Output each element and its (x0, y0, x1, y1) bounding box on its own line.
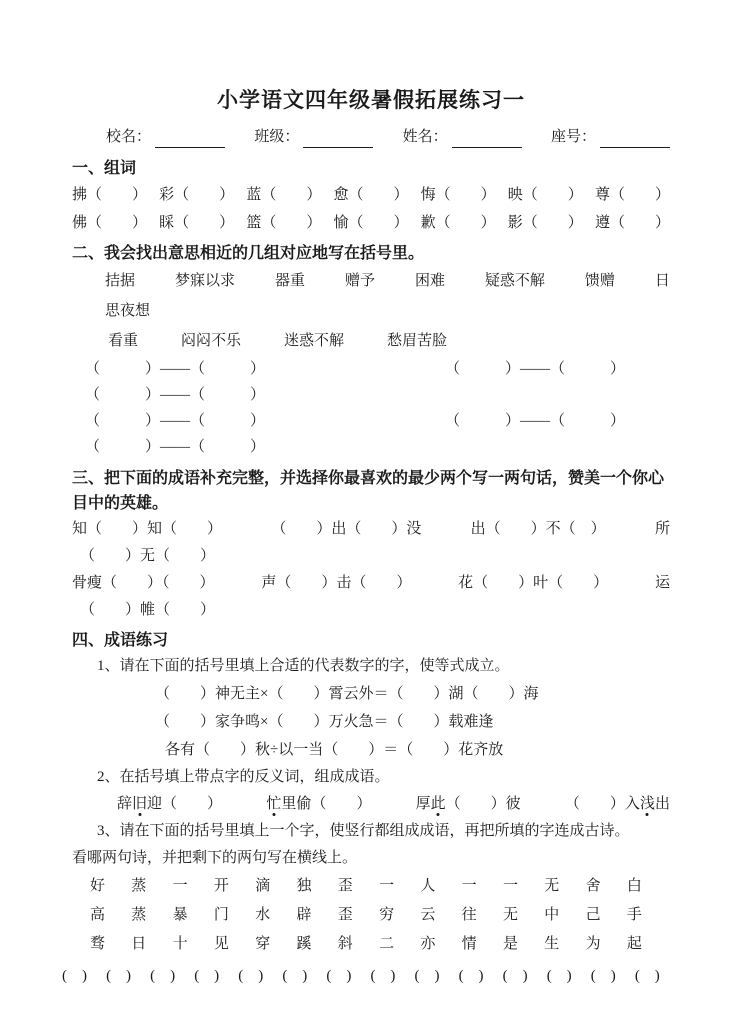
grid-char: 起 (626, 936, 642, 952)
class-field (254, 126, 373, 148)
word-formation-cell: 篮（ ） (246, 215, 322, 231)
section-4-heading: 四、成语练习 (72, 632, 169, 649)
bracket-cell: ( ) (590, 968, 616, 984)
synonym-bracket-row-4 (72, 434, 670, 460)
word-item: 看重 (108, 333, 139, 349)
grid-char: 一 (461, 878, 477, 894)
question-1-text: 1、请在下面的括号里填上合适的代表数字的字，使等式成立。 (97, 658, 510, 674)
seat-number-field (551, 126, 670, 148)
section-3-heading-line-2: 目中的英雄。 (72, 495, 169, 512)
grid-char: 见 (213, 936, 229, 952)
idiom-fragment: 花（ ）叶（ ） (458, 575, 609, 591)
idiom-equation-2: （ ）家争鸣×（ ）万火急＝（ ）载难逢 (155, 714, 494, 730)
grid-char: 门 (213, 907, 229, 923)
grid-char: 无 (544, 878, 560, 894)
word-formation-cell: 遵（ ） (594, 215, 670, 231)
antonym-item (565, 791, 670, 818)
class-blank-line (303, 131, 373, 148)
grid-char: 中 (544, 907, 560, 923)
page-title: 小学语文四年级暑假拓展练习一 (217, 89, 525, 112)
dotted-char: 旧 (132, 796, 148, 812)
antonym-idiom-line (117, 791, 670, 818)
idiom-fill-line-1 (72, 516, 670, 543)
idiom-equation-1: （ ）神无主×（ ）霄云外＝（ ）湖（ ）海 (155, 686, 539, 702)
word-item: 闷闷不乐 (181, 333, 242, 349)
bracket-cell: ( ) (458, 968, 484, 984)
grid-char: 好 (90, 878, 106, 894)
text-segment: 出 (654, 796, 670, 812)
grid-char: 无 (502, 907, 518, 923)
grid-char: 斜 (337, 936, 353, 952)
dotted-char: 忙 (266, 796, 282, 812)
grid-char: 独 (296, 878, 312, 894)
grid-char: 一 (502, 878, 518, 894)
grid-char: 为 (585, 936, 601, 952)
idiom-fill-line-4: （ ）帷（ ） (80, 602, 216, 618)
bracket-pair: （ ）——（ ） (445, 413, 626, 429)
idiom-grid-row-3 (90, 930, 642, 959)
question-3-text-line-2: 看哪两句诗，并把剩下的两句写在横线上。 (72, 850, 358, 866)
bracket-cell: ( ) (282, 968, 308, 984)
text-segment: （ ）彼 (445, 796, 521, 812)
bracket-cell: ( ) (502, 968, 528, 984)
word-item: 迷惑不解 (284, 333, 345, 349)
word-formation-cell: 映（ ） (507, 187, 583, 203)
grid-char: 往 (461, 907, 477, 923)
grid-char: 骛 (90, 936, 106, 952)
grid-char: 穿 (255, 936, 271, 952)
dotted-char: 此 (430, 796, 446, 812)
student-name-field (403, 126, 522, 148)
grid-char: 暴 (172, 907, 188, 923)
word-formation-cell: 歉（ ） (420, 215, 496, 231)
synonym-bracket-row-3 (72, 408, 670, 434)
grid-char: 辟 (296, 907, 312, 923)
word-formation-cell: 悔（ ） (420, 187, 496, 203)
grid-char: 亦 (420, 936, 436, 952)
word-item: 器重 (274, 273, 305, 289)
seat-number-label: 座号： (550, 129, 596, 145)
word-item: 馈赠 (584, 273, 615, 289)
text-segment: 辞 (117, 796, 133, 812)
bracket-pair: （ ）——（ ） (85, 387, 266, 403)
grid-char: 滴 (255, 878, 271, 894)
grid-char: 二 (379, 936, 395, 952)
idiom-fragment: （ ）出（ ）没 (271, 521, 422, 537)
grid-char: 己 (585, 907, 601, 923)
grid-char: 蹊 (296, 936, 312, 952)
grid-char: 人 (420, 878, 436, 894)
grid-char: 开 (213, 878, 229, 894)
bracket-pair: （ ）——（ ） (445, 361, 626, 377)
word-formation-cell: 拂（ ） (72, 187, 148, 203)
idiom-fragment: 骨瘦（ ）（ ） (72, 575, 215, 591)
grid-char: 舍 (585, 878, 601, 894)
text-segment: 里偷（ ） (281, 796, 372, 812)
text-segment: 厚 (415, 796, 431, 812)
student-name-label: 姓名： (402, 129, 448, 145)
grid-char: 一 (379, 878, 395, 894)
word-item: 愁眉苦脸 (387, 333, 448, 349)
bracket-pair: （ ）——（ ） (85, 361, 266, 377)
word-item: 梦寐以求 (174, 273, 235, 289)
idiom-fragment: 所 (654, 521, 670, 537)
question-3-text-line-1: 3、请在下面的括号里填上一个字，使竖行都组成成语，再把所填的字连成古诗。 (97, 823, 630, 839)
bracket-cell: ( ) (150, 968, 176, 984)
word-item: 赠予 (344, 273, 375, 289)
grid-char: 一 (172, 878, 188, 894)
bracket-cell: ( ) (326, 968, 352, 984)
grid-char: 十 (172, 936, 188, 952)
section-1-heading: 一、组词 (72, 160, 137, 177)
bracket-cell: ( ) (194, 968, 220, 984)
word-formation-row-2 (72, 209, 670, 237)
bracket-pair: （ ）——（ ） (85, 413, 266, 429)
section-3-heading-line-1: 三、把下面的成语补充完整，并选择你最喜欢的最少两个写一两句话，赞美一个你心 (72, 470, 665, 487)
word-formation-cell: 愉（ ） (333, 215, 409, 231)
word-item: 疑惑不解 (484, 273, 545, 289)
class-label: 班级： (254, 129, 300, 145)
word-formation-cell: 睬（ ） (159, 215, 235, 231)
bracket-pair: （ ）——（ ） (85, 439, 266, 455)
grid-char: 穷 (379, 907, 395, 923)
school-name-label: 校名： (106, 129, 152, 145)
synonym-bracket-row-1 (72, 356, 670, 382)
grid-char: 情 (461, 936, 477, 952)
bracket-cell: ( ) (414, 968, 440, 984)
word-formation-row-1 (72, 181, 670, 209)
idiom-equation-3: 各有（ ）秋÷以一当（ ）＝（ ）花齐放 (165, 742, 504, 758)
antonym-item (117, 791, 222, 818)
word-item: 困难 (414, 273, 445, 289)
grid-char: 是 (502, 936, 518, 952)
idiom-fragment: 声（ ）击（ ） (261, 575, 412, 591)
word-formation-cell: 蓝（ ） (246, 187, 322, 203)
grid-char: 白 (626, 878, 642, 894)
dotted-char: 浅 (639, 796, 655, 812)
idiom-fill-line-2: （ ）无（ ） (80, 548, 216, 564)
idiom-grid-row-1 (90, 872, 642, 901)
grid-char: 歪 (337, 907, 353, 923)
bracket-cell: ( ) (634, 968, 660, 984)
word-formation-cell: 影（ ） (507, 215, 583, 231)
antonym-item (266, 791, 371, 818)
grid-char: 高 (90, 907, 106, 923)
word-formation-cell: 佛（ ） (72, 215, 148, 231)
grid-char: 歪 (337, 878, 353, 894)
student-info-row (106, 126, 670, 148)
word-item: 日 (654, 273, 670, 289)
grid-char: 水 (255, 907, 271, 923)
word-item: 拮据 (105, 273, 136, 289)
idiom-fragment: 知（ ）知（ ） (72, 521, 223, 537)
grid-char: 蒸 (131, 878, 147, 894)
section-2-heading: 二、我会找出意思相近的几组对应地写在括号里。 (72, 245, 425, 262)
grid-char: 生 (544, 936, 560, 952)
word-formation-cell: 尊（ ） (594, 187, 670, 203)
synonym-words-line-1 (105, 266, 670, 296)
question-2-text: 2、在括号填上带点字的反义词，组成成语。 (97, 769, 390, 785)
antonym-item (416, 791, 521, 818)
synonym-words-line-2: 思夜想 (105, 303, 151, 319)
grid-char: 云 (420, 907, 436, 923)
school-name-field (106, 126, 225, 148)
school-name-blank-line (155, 131, 225, 148)
grid-char: 日 (131, 936, 147, 952)
text-segment: 迎（ ） (147, 796, 223, 812)
bracket-cell: ( ) (370, 968, 396, 984)
text-segment: （ ）入 (564, 796, 640, 812)
word-formation-cell: 彩（ ） (159, 187, 235, 203)
word-formation-cell: 愈（ ） (333, 187, 409, 203)
idiom-fragment: 运 (654, 575, 670, 591)
grid-char: 蒸 (131, 907, 147, 923)
grid-char: 手 (626, 907, 642, 923)
bracket-cell: ( ) (238, 968, 264, 984)
idiom-fill-line-3 (72, 570, 670, 597)
synonym-words-line-3 (108, 326, 670, 356)
idiom-grid-row-2 (90, 901, 642, 930)
idiom-grid-bracket-row (62, 963, 660, 989)
bracket-cell: ( ) (546, 968, 572, 984)
idiom-fragment: 出（ ）不（ ） (470, 521, 606, 537)
student-name-blank-line (452, 131, 522, 148)
seat-number-blank-line (600, 131, 670, 148)
bracket-cell: ( ) (106, 968, 132, 984)
synonym-bracket-row-2 (72, 382, 670, 408)
bracket-cell: ( ) (62, 968, 87, 984)
